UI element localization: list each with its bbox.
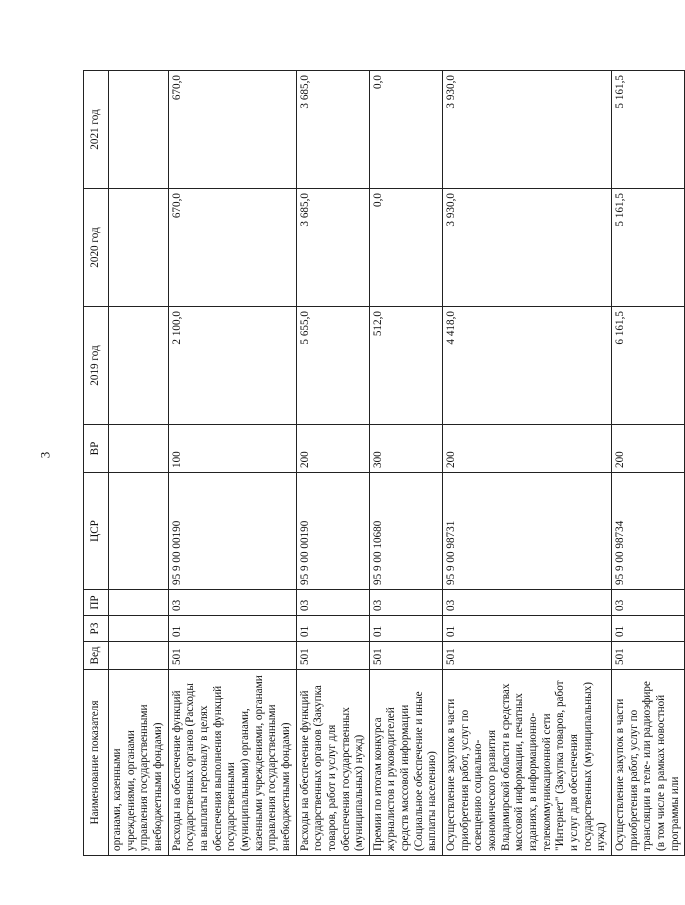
header-pr: ПР — [84, 590, 109, 616]
cell-2019 — [109, 307, 169, 425]
cell-2019: 2 100,0 — [168, 307, 296, 425]
header-rz: РЗ — [84, 616, 109, 642]
header-2020: 2020 год — [84, 189, 109, 307]
cell-csr: 95 9 00 00190 — [168, 473, 296, 590]
cell-ved: 501 — [611, 642, 684, 670]
cell-ved: 501 — [168, 642, 296, 670]
cell-vr: 200 — [296, 425, 369, 473]
header-2019: 2019 год — [84, 307, 109, 425]
cell-2020: 3 685,0 — [296, 189, 369, 307]
cell-csr — [109, 473, 169, 590]
cell-rz: 01 — [296, 616, 369, 642]
cell-pr: 03 — [168, 590, 296, 616]
cell-vr: 200 — [611, 425, 684, 473]
cell-rz: 01 — [611, 616, 684, 642]
header-csr: ЦСР — [84, 473, 109, 590]
cell-vr: 300 — [369, 425, 442, 473]
header-vr: ВР — [84, 425, 109, 473]
rotated-table-container — [83, 72, 681, 856]
cell-2020: 5 161,5 — [611, 189, 684, 307]
budget-table — [83, 70, 685, 856]
cell-vr — [109, 425, 169, 473]
cell-2021: 0,0 — [369, 71, 442, 189]
cell-name: Расходы на обеспечение функций государственных органов (Расходы на выплаты персоналу в целях обеспечения выполнения функций государственными (муниципальными) органами, казенными учреждениями, органами управления государственными внебюджетными фондами) — [168, 670, 296, 856]
cell-2021: 3 685,0 — [296, 71, 369, 189]
cell-2021: 5 161,5 — [611, 71, 684, 189]
table-header-row — [84, 71, 109, 856]
cell-pr: 03 — [443, 590, 612, 616]
cell-pr: 03 — [369, 590, 442, 616]
table-row — [109, 71, 169, 856]
cell-2019: 512,0 — [369, 307, 442, 425]
cell-2021 — [109, 71, 169, 189]
cell-ved — [109, 642, 169, 670]
cell-2021: 3 930,0 — [443, 71, 612, 189]
table-row — [168, 71, 296, 856]
cell-name: Осуществление закупок в части приобретения работ, услуг по освещению социально-экономического развития Владимирской области в средствах массовой информации, печатных изданиях, в информационно-телекоммуникационной сети "Интернет" (Закупка товаров, работ и услуг для обеспечения государственных (муниципальных) нужд) — [443, 670, 612, 856]
cell-pr: 03 — [296, 590, 369, 616]
cell-2019: 4 418,0 — [443, 307, 612, 425]
cell-name: Осуществление закупок в части приобретения работ, услуг по трансляции в теле- или радиоэфире (в том числе в рамках новостной программы или — [611, 670, 684, 856]
table-row — [611, 71, 684, 856]
cell-rz: 01 — [168, 616, 296, 642]
cell-2019: 5 655,0 — [296, 307, 369, 425]
cell-2020: 3 930,0 — [443, 189, 612, 307]
cell-name: Расходы на обеспечение функций государственных органов (Закупка товаров, работ и услуг для обеспечения государственных (муниципальных) нужд) — [296, 670, 369, 856]
cell-pr: 03 — [611, 590, 684, 616]
cell-2021: 670,0 — [168, 71, 296, 189]
cell-rz: 01 — [443, 616, 612, 642]
cell-csr: 95 9 00 10680 — [369, 473, 442, 590]
header-2021: 2021 год — [84, 71, 109, 189]
cell-2019: 6 161,5 — [611, 307, 684, 425]
cell-ved: 501 — [369, 642, 442, 670]
cell-2020 — [109, 189, 169, 307]
cell-2020: 670,0 — [168, 189, 296, 307]
cell-name: органами, казенными учреждениями, органами управления государственными внебюджетными фондами) — [109, 670, 169, 856]
cell-pr — [109, 590, 169, 616]
cell-vr: 100 — [168, 425, 296, 473]
cell-2020: 0,0 — [369, 189, 442, 307]
page-number: 3 — [37, 451, 53, 459]
cell-rz — [109, 616, 169, 642]
cell-csr: 95 9 00 98734 — [611, 473, 684, 590]
table-row — [296, 71, 369, 856]
header-name: Наименование показателя — [84, 670, 109, 856]
cell-ved: 501 — [443, 642, 612, 670]
cell-csr: 95 9 00 00190 — [296, 473, 369, 590]
cell-ved: 501 — [296, 642, 369, 670]
table-row — [443, 71, 612, 856]
cell-rz: 01 — [369, 616, 442, 642]
cell-csr: 95 9 00 98731 — [443, 473, 612, 590]
cell-vr: 200 — [443, 425, 612, 473]
cell-name: Премии по итогам конкурса журналистов и руководителей средств массовой информации (Социальное обеспечение и иные выплаты населению) — [369, 670, 442, 856]
table-row — [369, 71, 442, 856]
header-ved: Вед — [84, 642, 109, 670]
